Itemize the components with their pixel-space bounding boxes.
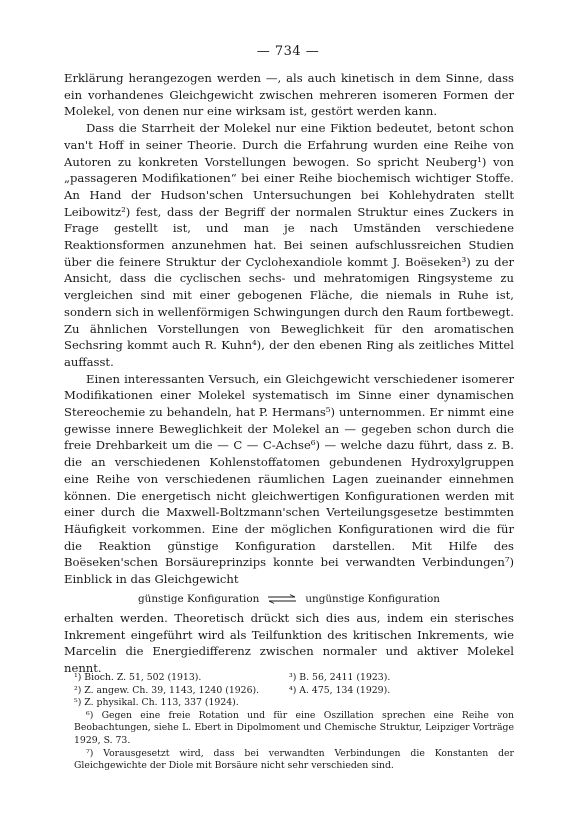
footnote-3: ³) B. 56, 2411 (1923).: [289, 672, 391, 683]
equilibrium-arrows-icon: [267, 594, 297, 604]
paragraph-1: Erklärung herangezogen werden —, als auch kinetisch in dem Sinne, dass ein vorhandenes Gleichgewicht zwischen mehreren isomeren Formen der Molekel, von denen nur eine wirksam ist, gestört werden kann.: [64, 71, 514, 119]
footnote-4: ⁴) A. 475, 134 (1929).: [289, 684, 391, 696]
equilibrium-right: ungünstige Konfiguration: [305, 592, 440, 605]
page-number: — 734 —: [256, 44, 320, 59]
footnote-6: ⁶) Gegen eine freie Rotation und für eine Oszillation sprechen eine Reihe von Beobachtungen, siehe L. Ebert in Dipolmoment und Chemische Struktur, Leipziger Vorträge 1929, S. 73.: [74, 709, 514, 746]
footnote-7: ⁷) Vorausgesetzt wird, dass bei verwandten Verbindungen die Konstanten der Gleichgewichte der Diole mit Borsäure nicht sehr verschieden sind.: [74, 747, 514, 772]
footnote-2: ²) Z. angew. Ch. 39, 1143, 1240 (1926).: [74, 684, 260, 696]
footnote-5: ⁵) Z. physikal. Ch. 113, 337 (1924).: [74, 697, 239, 709]
equilibrium-left: günstige Konfiguration: [138, 592, 260, 605]
body-text: [64, 70, 514, 677]
paragraph-3: Einen interessanten Versuch, ein Gleichgewicht verschiedener isomerer Modifikationen einer Molekel systematisch im Sinne einer dynamischen Stereochemie zu behandeln, hat P. Hermans⁵) unternommen. Er nimmt eine gewisse innere Beweglichkeit der Molekel an — gegeben schon durch die freie Drehbarkeit um die — C — C-Achse⁶) — welche dazu führt, dass z. B. die an verschiedenen Kohlenstoffatomen gebundenen Hydroxylgruppen eine Reihe von verschiedenen räumlichen Lagen zueinander einnehmen können. Die energetisch nicht gleichwertigen Konfigurationen werden mit einer durch die Maxwell-Boltzmann'schen Verteilungsgesetze bestimmten Häufigkeit vorkommen. Eine der möglichen Konfigurationen wird die für die Reaktion günstige Konfiguration darstellen. Mit Hilfe des Boëseken'schen Borsäureprinzips konnte bei verwandten Verbindungen⁷) Einblick in das Gleichgewicht: [64, 371, 514, 587]
footnotes: [74, 672, 514, 773]
equilibrium-equation: [64, 591, 514, 607]
paragraph-4: erhalten werden. Theoretisch drückt sich dies aus, indem ein sterisches Inkrement eingeführt wird als Teilfunktion des kritischen Inkrements, wie Marcelin die Energiedifferenz zwischen normaler und aktiver Molekel nennt.: [64, 610, 514, 675]
paragraph-2: Dass die Starrheit der Molekel nur eine Fiktion bedeutet, betont schon van't Hoff in seiner Theorie. Durch die Erfahrung wurden eine Reihe von Autoren zu konkreten Vorstellungen bewogen. So spricht Neuberg¹) von „passageren Modifikationen“ bei einer Reihe biochemisch wichtiger Stoffe. An Hand der Hudson'schen Untersuchungen bei Kohlehydraten stellt Leibowitz²) fest, dass der Begriff der normalen Struktur eines Zuckers in Frage gestellt ist, und man je nach Umständen verschiedene Reaktionsformen anzunehmen hat. Bei seinen aufschlussreichen Studien über die feinere Struktur der Cyclohexandiole kommt J. Boëseken³) zu der Ansicht, dass die cyclischen sechs- und mehratomigen Ringsysteme zu vergleichen sind mit einer gebogenen Fläche, die niemals in Ruhe ist, sondern sich in wellenförmigen Schwingungen durch den Raum fortbewegt. Zu ähnlichen Vorstellungen von Beweglichkeit für den aromatischen Sechsring kommt auch R. Kuhn⁴), der den ebenen Ring als zeitliches Mittel auffasst.: [64, 121, 514, 369]
footnote-1: ¹) Bioch. Z. 51, 502 (1913).: [74, 672, 202, 683]
